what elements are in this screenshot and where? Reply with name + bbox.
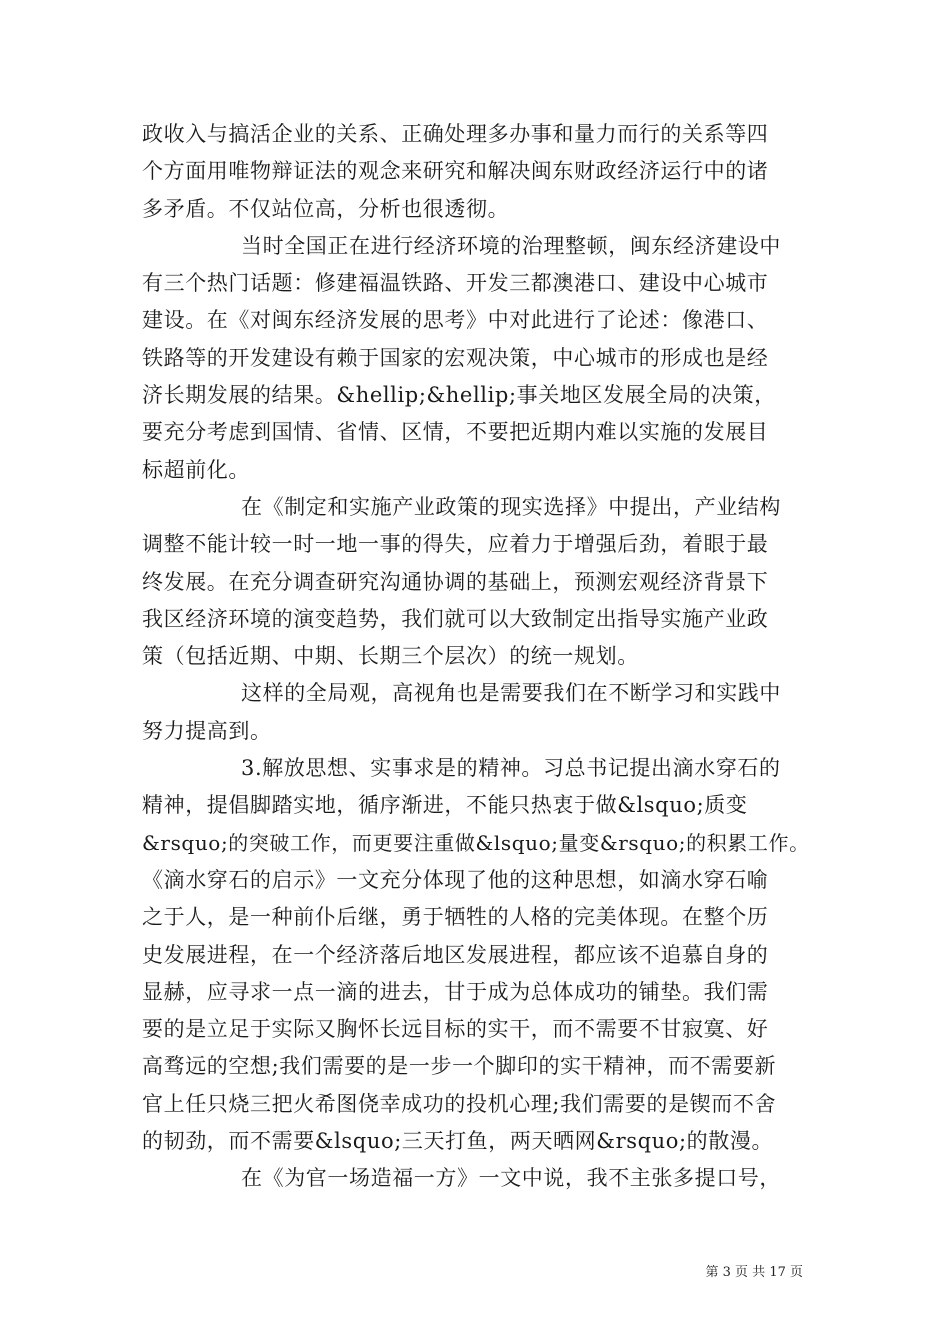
text-line: 《滴水穿石的启示》一文充分体现了他的这种思想，如滴水穿石喻 (142, 867, 769, 892)
paragraph-start-line: 当时全国正在进行经济环境的治理整顿，闽东经济建设中 (241, 233, 781, 258)
text-line: 努力提高到。 (142, 718, 272, 743)
text-line: 官上任只烧三把火希图侥幸成功的投机心理;我们需要的是锲而不舍 (142, 1091, 777, 1116)
text-line: 有三个热门话题：修建福温铁路、开发三都澳港口、建设中心城市 (142, 271, 769, 296)
text-line: &rsquo;的突破工作，而更要注重做&lsquo;量变&rsquo;的积累工作。 (142, 830, 810, 855)
text-line: 高骛远的空想;我们需要的是一步一个脚印的实干精神，而不需要新 (142, 1054, 777, 1079)
text-line: 史发展进程，在一个经济落后地区发展进程，都应该不追慕自身的 (142, 942, 769, 967)
text-line: 我区经济环境的演变趋势，我们就可以大致制定出指导实施产业政 (142, 606, 769, 631)
text-line: 多矛盾。不仅站位高，分析也很透彻。 (142, 196, 510, 221)
text-line: 调整不能计较一时一地一事的得失，应着力于增强后劲，着眼于最 (142, 532, 769, 557)
text-line: 的韧劲，而不需要&lsquo;三天打鱼，两天晒网&rsquo;的散漫。 (142, 1129, 774, 1154)
paragraph-start-line: 在《制定和实施产业政策的现实选择》中提出，产业结构 (241, 494, 781, 519)
paragraph-start-line: 3.解放思想、实事求是的精神。习总书记提出滴水穿石的 (241, 756, 781, 781)
text-line: 要的是立足于实际又胸怀长远目标的实干，而不需要不甘寂寞、好 (142, 1017, 769, 1042)
text-line: 精神，提倡脚踏实地，循序渐进，不能只热衷于做&lsquo;质变 (142, 793, 748, 818)
paragraph-start-line: 在《为官一场造福一方》一文中说，我不主张多提口号， (241, 1166, 781, 1191)
document-body (142, 116, 822, 1198)
paragraph-start-line: 这样的全局观，高视角也是需要我们在不断学习和实践中 (241, 681, 781, 706)
text-line: 个方面用唯物辩证法的观念来研究和解决闽东财政经济运行中的诸 (142, 159, 769, 184)
page-number: 第 3 页 共 17 页 (705, 1265, 803, 1280)
text-line: 策（包括近期、中期、长期三个层次）的统一规划。 (142, 644, 639, 669)
text-line: 标超前化。 (142, 457, 250, 482)
text-line: 济长期发展的结果。&hellip;&hellip;事关地区发展全局的决策， (142, 383, 776, 408)
text-line: 铁路等的开发建设有赖于国家的宏观决策，中心城市的形成也是经 (142, 345, 769, 370)
text-line: 之于人，是一种前仆后继，勇于牺牲的人格的完美体现。在整个历 (142, 905, 769, 930)
text-line: 显赫，应寻求一点一滴的进去，甘于成为总体成功的铺垫。我们需 (142, 979, 769, 1004)
text-line: 终发展。在充分调查研究沟通协调的基础上，预测宏观经济背景下 (142, 569, 769, 594)
text-line: 建设。在《对闽东经济发展的思考》中对此进行了论述：像港口、 (142, 308, 769, 333)
text-line: 政收入与搞活企业的关系、正确处理多办事和量力而行的关系等四 (142, 122, 769, 146)
text-line: 要充分考虑到国情、省情、区情，不要把近期内难以实施的发展目 (142, 420, 769, 445)
